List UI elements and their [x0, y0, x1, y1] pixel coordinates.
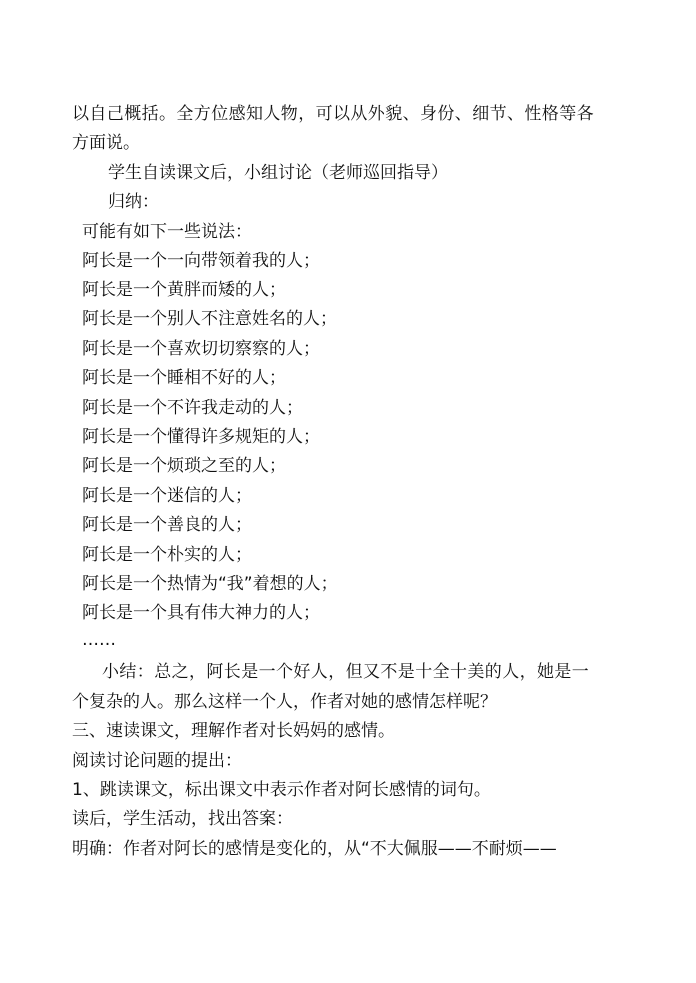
list-item: 阿长是一个一向带领着我的人；: [82, 251, 320, 271]
list-item: 阿长是一个善良的人；: [82, 515, 252, 535]
paragraph-line-3: 学生自读课文后，小组讨论（老师巡回指导）: [108, 163, 448, 183]
list-item: 阿长是一个朴实的人；: [82, 545, 252, 565]
paragraph-line-1: 以自己概括。全方位感知人物，可以从外貌、身份、细节、性格等各: [72, 104, 594, 124]
list-item: 阿长是一个烦琐之至的人；: [82, 456, 286, 476]
ellipsis: ……: [82, 630, 116, 650]
list-item: 阿长是一个黄胖而矮的人；: [82, 280, 286, 300]
list-intro: 可能有如下一些说法：: [82, 222, 252, 242]
section-heading-3: 三、速读课文，理解作者对长妈妈的感情。: [72, 721, 395, 741]
list-item: 阿长是一个别人不注意姓名的人；: [82, 309, 337, 329]
paragraph-line-2: 方面说。: [72, 133, 140, 153]
list-item: 阿长是一个喜欢切切察察的人；: [82, 339, 320, 359]
list-item: 阿长是一个睡相不好的人；: [82, 368, 286, 388]
paragraph-line-4: 归纳：: [108, 192, 159, 212]
question-intro: 阅读讨论问题的提出：: [72, 751, 242, 771]
summary-line-2: 个复杂的人。那么这样一个人，作者对她的感情怎样呢？: [72, 692, 497, 712]
list-item: 阿长是一个不许我走动的人；: [82, 398, 303, 418]
answer-line: 明确：作者对阿长的感情是变化的，从“不大佩服——不耐烦——: [72, 839, 557, 859]
activity-line: 读后，学生活动，找出答案：: [72, 809, 293, 829]
list-item: 阿长是一个懂得许多规矩的人；: [82, 427, 320, 447]
list-item: 阿长是一个具有伟大神力的人；: [82, 603, 320, 623]
question-1: 1、跳读课文，标出课文中表示作者对阿长感情的词句。: [72, 780, 491, 800]
summary-line-1: 小结：总之，阿长是一个好人，但又不是十全十美的人，她是一: [102, 662, 590, 682]
list-item: 阿长是一个热情为“我”着想的人；: [82, 574, 338, 594]
list-item: 阿长是一个迷信的人；: [82, 486, 252, 506]
